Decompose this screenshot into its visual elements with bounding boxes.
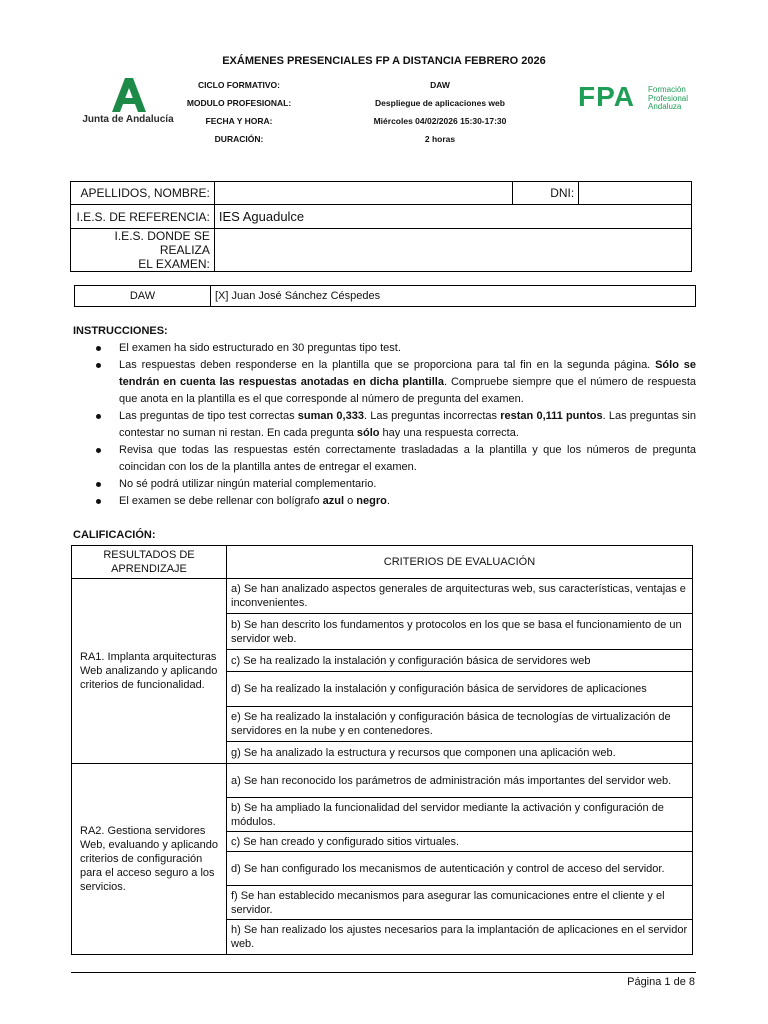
evaluation-criterion: c) Se han creado y configurado sitios virtuales. (227, 832, 693, 852)
course-teacher-row (74, 285, 696, 307)
instruction-item (84, 340, 696, 357)
exam-title: EXÁMENES PRESENCIALES FP A DISTANCIA FEBRERO 2026 (222, 55, 546, 67)
instruction-emphasis: negro (356, 495, 387, 507)
meta-value-duracion: 2 horas (424, 134, 456, 144)
instruction-text: El examen ha sido estructurado en 30 preguntas tipo test. (119, 342, 401, 354)
student-id-form (70, 181, 692, 272)
fpa-logo-subtitle (648, 86, 688, 112)
evaluation-criterion: f) Se han establecido mecanismos para asegurar las comunicaciones entre el cliente y el servidor. (227, 886, 693, 920)
page-number: Página 1 de 8 (627, 976, 695, 988)
meta-label-ciclo: CICLO FORMATIVO: (198, 80, 280, 90)
teacher-option[interactable]: [X] Juan José Sánchez Céspedes (211, 286, 696, 307)
ies-exam-label-line: EL EXAMEN: (138, 257, 210, 271)
ies-exam-label-line: I.E.S. DONDE SE REALIZA (114, 229, 210, 257)
evaluation-criterion: d) Se ha realizado la instalación y configuración básica de servidores de aplicaciones (227, 672, 693, 707)
instruction-text: El examen se debe rellenar con bolígrafo (119, 495, 323, 507)
instruction-text: No sé podrá utilizar ningún material complementario. (119, 478, 377, 490)
bullet-icon (96, 482, 101, 487)
name-field[interactable] (214, 182, 512, 205)
learning-result: RA1. Implanta arquitecturas Web analizando y aplicando criterios de funcionalidad. (72, 579, 227, 764)
instruction-text: . Compruebe siempre que el número de respuesta que anota en la plantilla es el que corresponde al número de pregunta del examen. (119, 376, 696, 405)
bullet-icon (96, 346, 101, 351)
evaluation-criterion: h) Se han realizado los ajustes necesarios para la implantación de aplicaciones en el servidor web. (227, 920, 693, 955)
grading-title: CALIFICACIÓN: (73, 529, 156, 541)
instruction-item (84, 408, 696, 442)
course-cycle: DAW (75, 286, 211, 307)
instruction-emphasis: sólo (356, 427, 380, 439)
instructions-list (84, 340, 696, 510)
fpa-logo-text: FPA (578, 81, 635, 112)
instruction-emphasis: suman 0,333 (297, 410, 364, 422)
dni-label: DNI: (513, 182, 579, 205)
meta-label-fecha: FECHA Y HORA: (205, 116, 273, 126)
meta-label-modulo: MODULO PROFESIONAL: (186, 98, 292, 108)
evaluation-criterion: b) Se han descrito los fundamentos y protocolos en los que se basa el funcionamiento de un servidor web. (227, 614, 693, 650)
fpa-sub-line: Formación (648, 85, 686, 94)
instruction-text: Las preguntas de tipo test correctas (119, 410, 298, 422)
instruction-item (84, 476, 696, 493)
evaluation-criterion: a) Se han analizado aspectos generales de arquitecturas web, sus características, ventajas e inconvenientes. (227, 579, 693, 614)
fpa-logo (578, 82, 698, 114)
junta-logo-text: Junta de Andalucía (82, 114, 174, 125)
ies-exam-label (71, 229, 215, 272)
ies-exam-field[interactable] (214, 229, 691, 272)
instruction-text: . Las preguntas sin contestar no suman ni restan. En cada pregunta (119, 410, 696, 439)
col-criteria-header: CRITERIOS DE EVALUACIÓN (227, 546, 693, 579)
meta-value-modulo: Despliegue de aplicaciones web (375, 98, 505, 108)
evaluation-criterion: a) Se han reconocido los parámetros de administración más importantes del servidor web. (227, 764, 693, 798)
instruction-text: hay una respuesta correcta. (379, 427, 519, 439)
instruction-text: . (386, 495, 390, 507)
criteria-row (72, 579, 693, 614)
instruction-emphasis: azul (322, 495, 345, 507)
instruction-text: . Las preguntas incorrectas (363, 410, 501, 422)
evaluation-criterion: c) Se ha realizado la instalación y configuración básica de servidores web (227, 650, 693, 672)
evaluation-criterion: d) Se han configurado los mecanismos de autenticación y control de acceso del servidor. (227, 852, 693, 886)
meta-label-duracion: DURACIÓN: (214, 134, 264, 144)
instruction-item (84, 357, 696, 408)
fpa-sub-line: Profesional (648, 93, 689, 103)
grading-criteria-table (71, 545, 693, 955)
criteria-row (72, 764, 693, 798)
meta-value-fecha: Miércoles 04/02/2026 15:30-17:30 (373, 116, 507, 126)
evaluation-criterion: g) Se ha analizado la estructura y recursos que componen una aplicación web. (227, 742, 693, 764)
instruction-emphasis: restan 0,111 puntos (500, 410, 603, 422)
junta-andalucia-logo (78, 74, 178, 126)
instruction-item (84, 442, 696, 476)
dni-field[interactable] (579, 182, 692, 205)
footer-divider (71, 972, 696, 973)
name-label: APELLIDOS, NOMBRE: (71, 182, 215, 205)
fpa-sub-line: Andaluza (648, 102, 682, 111)
bullet-icon (96, 363, 101, 368)
evaluation-criterion: e) Se ha realizado la instalación y configuración básica de tecnologías de virtualización de servidores en la nube y en contenedores. (227, 707, 693, 742)
instruction-item (84, 493, 696, 510)
instruction-emphasis: Sólo se tendrán en cuenta las respuestas anotadas en dicha plantilla (119, 359, 697, 388)
bullet-icon (96, 499, 101, 504)
instruction-text: o (344, 495, 357, 507)
ies-ref-label: I.E.S. DE REFERENCIA: (71, 205, 215, 229)
instructions-title: INSTRUCCIONES: (73, 325, 168, 337)
col-results-header: RESULTADOS DE APRENDIZAJE (72, 546, 227, 579)
bullet-icon (96, 448, 101, 453)
meta-value-ciclo: DAW (430, 80, 450, 90)
learning-result: RA2. Gestiona servidores Web, evaluando y aplicando criterios de configuración para el acceso seguro a los servicios. (72, 764, 227, 955)
instruction-text: Las respuestas deben responderse en la plantilla que se proporciona para tal fin en la segunda página. (119, 359, 656, 371)
instruction-text: Revisa que todas las respuestas estén correctamente trasladadas a la plantilla y que los números de pregunta coincidan con los de la plantilla antes de entregar el examen. (119, 444, 696, 473)
bullet-icon (96, 414, 101, 419)
evaluation-criterion: b) Se ha ampliado la funcionalidad del servidor mediante la activación y configuración de módulos. (227, 798, 693, 832)
junta-logo-icon (78, 74, 178, 114)
ies-ref-field[interactable]: IES Aguadulce (214, 205, 691, 229)
